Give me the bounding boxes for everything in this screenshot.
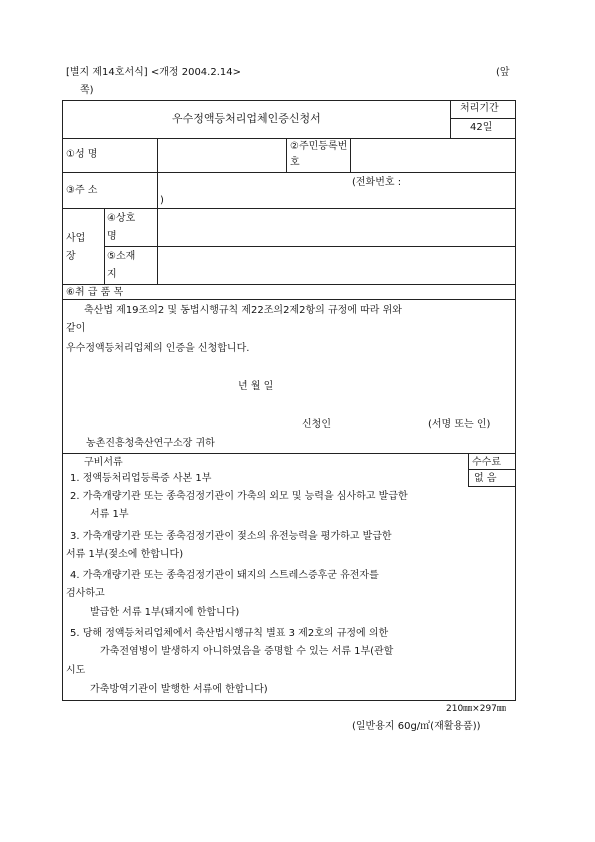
document-item-4: 4. 가축개량기관 또는 종축검정기관이 돼지의 스트레스증후군 유전자를 <box>70 570 379 581</box>
address-field[interactable] <box>158 173 348 193</box>
name-label: ①성 명 <box>66 149 98 160</box>
processing-period-label: 처리기간 <box>460 103 499 114</box>
trade-name-field[interactable] <box>158 209 515 245</box>
document-item-5-cont-3: 가축방역기관이 발행한 서류에 한합니다) <box>90 684 268 695</box>
rrn-label-2: 호 <box>290 157 300 168</box>
business-label: 사업 <box>66 233 86 244</box>
applicant-label: 신청인 <box>302 419 331 430</box>
phone-label: (전화번호 : <box>352 177 402 188</box>
declaration-line-1: 축산법 제19조의2 및 동법시행규칙 제22조의2제2항의 규정에 따라 위와 <box>84 305 402 316</box>
document-item-1: 1. 정액등처리업등록증 사본 1부 <box>70 473 212 484</box>
location-label: ⑤소재 <box>107 251 136 262</box>
trade-name-label-2: 명 <box>107 231 117 242</box>
document-item-5: 5. 당해 정액등처리업체에서 축산법시행규칙 별표 3 제2호의 규정에 의한 <box>70 628 389 639</box>
paper-size: 210㎜×297㎜ <box>446 704 506 714</box>
fee-value: 없 음 <box>474 473 497 484</box>
items-field[interactable] <box>158 285 515 298</box>
form-title: 우수정액등처리업체인증신청서 <box>172 112 321 125</box>
form-number: [별지 제14호서식] <개정 2004.2.14> <box>66 67 241 78</box>
rrn-label: ②주민등록번 <box>290 141 348 152</box>
paper-spec: (일반용지 60g/㎡(재활용품)) <box>352 721 481 732</box>
location-label-2: 지 <box>107 269 117 280</box>
document-item-3-cont: 서류 1부(젖소에 한합니다) <box>66 549 184 560</box>
location-field[interactable] <box>158 247 515 283</box>
trade-name-label: ④상호 <box>107 213 136 224</box>
front-side-label-2: 쪽) <box>80 85 94 96</box>
document-item-2: 2. 가축개량기관 또는 종축검정기관이 가축의 외모 및 능력을 심사하고 발급한 <box>70 491 408 502</box>
recipient-line: 농촌진흥청축산연구소장 귀하 <box>86 438 215 449</box>
document-item-3: 3. 가축개량기관 또는 종축검정기관이 젖소의 유전능력을 평가하고 발급한 <box>70 531 392 542</box>
document-item-5-cont: 가축전염병이 발생하지 아니하였음을 증명할 수 있는 서류 1부(관할 <box>100 646 394 657</box>
documents-title: 구비서류 <box>84 457 123 468</box>
document-item-4-cont-2: 발급한 서류 1부(돼지에 한합니다) <box>90 607 240 618</box>
processing-period-value: 42일 <box>470 122 493 133</box>
date-line: 년 월 일 <box>238 381 274 392</box>
fee-label: 수수료 <box>472 457 501 468</box>
phone-close: ) <box>160 195 164 206</box>
items-label: ⑥취 급 품 목 <box>66 287 124 298</box>
declaration-line-3: 우수정액등처리업체의 인증을 신청합니다. <box>66 343 250 354</box>
rrn-field[interactable] <box>351 139 515 171</box>
front-side-label: (앞 <box>496 67 510 78</box>
business-label-2: 장 <box>66 251 76 262</box>
signature-label: (서명 또는 인) <box>428 419 491 430</box>
document-item-2-cont: 서류 1부 <box>90 509 129 520</box>
document-item-5-cont-2: 시도 <box>66 665 86 676</box>
document-item-4-cont: 검사하고 <box>66 588 105 599</box>
name-field[interactable] <box>158 139 285 171</box>
address-label: ③주 소 <box>66 185 98 196</box>
declaration-line-2: 같이 <box>66 323 86 334</box>
